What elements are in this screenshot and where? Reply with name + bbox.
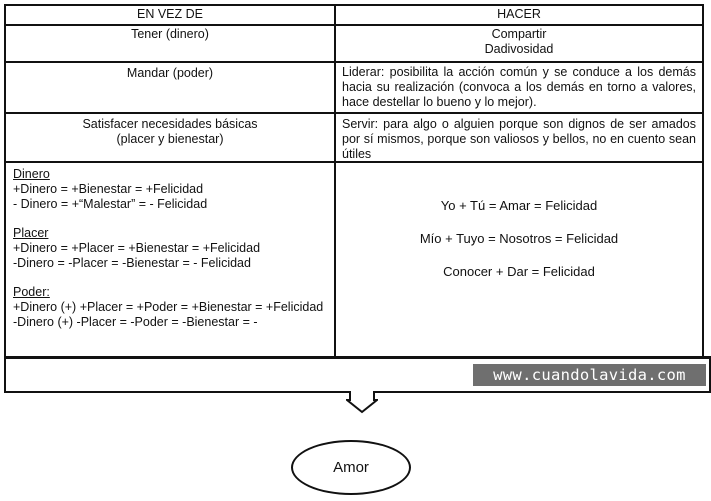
row1-right-line-2: Dadivosidad (484, 42, 554, 56)
row3-left-line-1: Satisfacer necesidades básicas (82, 117, 258, 131)
row4-right (336, 163, 702, 360)
conclusion-ellipse (291, 440, 411, 495)
row3-left (6, 114, 336, 161)
row1-right-line-1: Compartir (491, 27, 547, 41)
table-header-row (6, 6, 702, 26)
header-right (336, 6, 702, 24)
dinero-line-2: - Dinero = +“Malestar” = - Felicidad (13, 197, 208, 211)
header-right-label: HACER (497, 7, 541, 21)
table-row (6, 63, 702, 114)
down-arrow-icon (346, 390, 378, 414)
placer-line-1: +Dinero = +Placer = +Bienestar = +Felicidad (13, 241, 261, 255)
row2-right-text: Liderar: posibilita la acción común y se conduce a los demás hacia su realización (convoca a los demás en torno a valores, hace destellar lo bueno y lo mejor). (342, 65, 696, 109)
header-left (6, 6, 336, 24)
row3-left-line-2: (placer y bienestar) (116, 132, 224, 146)
row4-left (6, 163, 336, 360)
placer-title: Placer (13, 226, 49, 240)
watermark-text: www.cuandolavida.com (473, 364, 706, 386)
header-left-label: EN VEZ DE (137, 7, 203, 21)
poder-title: Poder: (13, 285, 50, 299)
conclusion-label: Amor (333, 459, 369, 476)
row1-left-text: Tener (dinero) (131, 27, 209, 41)
row3-right-text: Servir: para algo o alguien porque son dignos de ser amados por sí mismos, porque son valiosos y bellos, no en cuento sean útiles (342, 117, 696, 161)
formula-conocer-dar: Conocer + Dar = Felicidad (443, 264, 595, 279)
row2-left-text: Mandar (poder) (126, 66, 214, 80)
poder-formula-2: -Dinero (+) -Placer = -Poder = -Bienestar = - (13, 315, 258, 329)
formula-mio-tuyo: Mío + Tuyo = Nosotros = Felicidad (419, 231, 619, 246)
table-row (6, 163, 702, 360)
comparison-table (4, 4, 704, 358)
row2-right (336, 63, 702, 112)
row1-left (6, 26, 336, 61)
formula-yo-tu: Yo + Tú = Amar = Felicidad (440, 198, 598, 213)
row2-left (6, 63, 336, 112)
dinero-line-1: +Dinero = +Bienestar = +Felicidad (13, 182, 204, 196)
placer-line-2: -Dinero = -Placer = -Bienestar = - Felicidad (13, 256, 251, 270)
row3-right (336, 114, 702, 161)
table-row (6, 26, 702, 63)
poder-formula-1: +Dinero (+) +Placer = +Poder = +Bienestar = +Felicidad (13, 300, 324, 314)
table-row (6, 114, 702, 163)
row1-right (336, 26, 702, 61)
dinero-title: Dinero (13, 167, 50, 181)
